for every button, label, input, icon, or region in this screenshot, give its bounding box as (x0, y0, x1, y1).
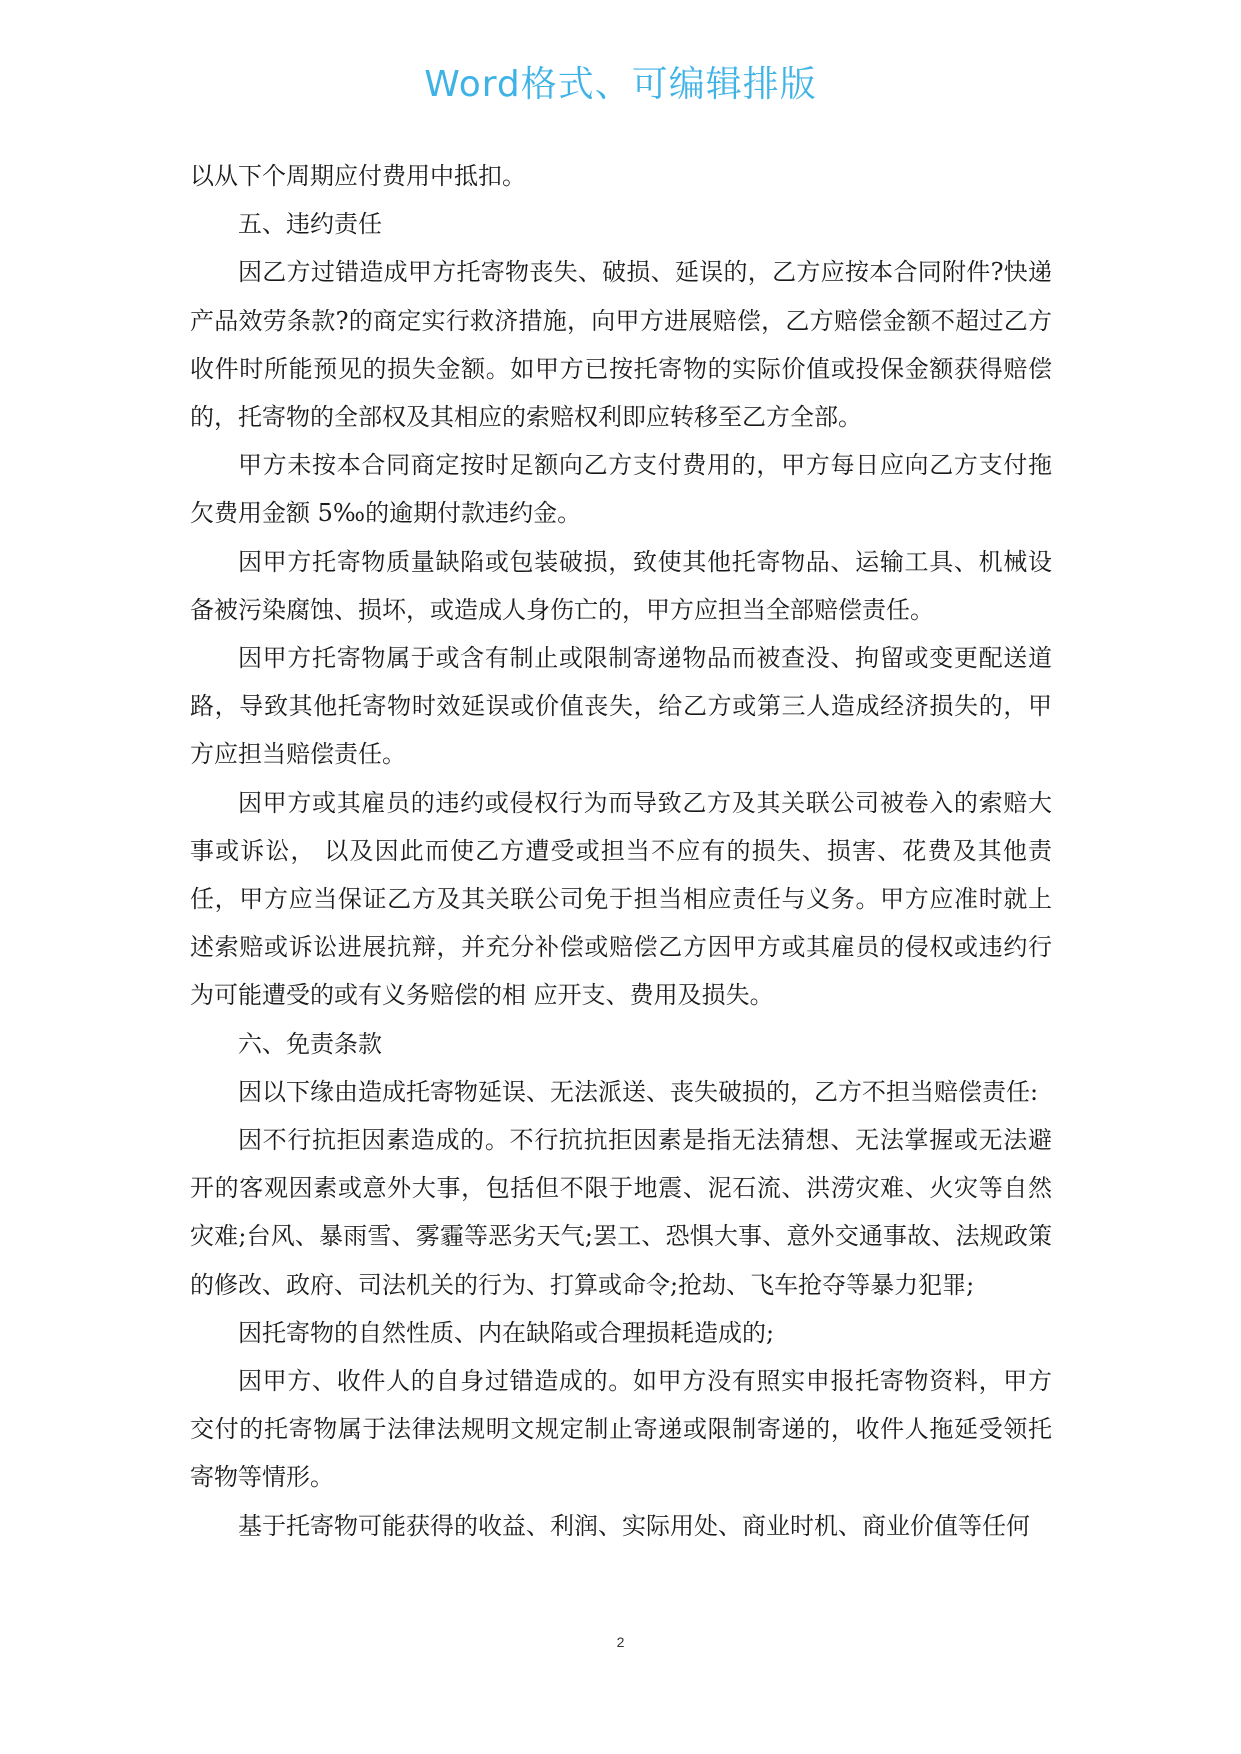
section-heading-exemption: 六、免责条款 (238, 1029, 382, 1058)
paragraph-prohibited-items: 因甲方托寄物属于或含有制止或限制寄递物品而被查没、拘留或变更配送道路，导致其他托寄物时效延误或价值丧失，给乙方或第三人造成经济损失的，甲方应担当赔偿责任。 (190, 644, 1052, 769)
paragraph-sender-fault: 因甲方、收件人的自身过错造成的。如甲方没有照实申报托寄物资料，甲方交付的托寄物属于法律法规明文规定制止寄递或限制寄递的，收件人拖延受领托寄物等情形。 (190, 1367, 1052, 1492)
paragraph-employee-tort: 因甲方或其雇员的违约或侵权行为而导致乙方及其关联公司被卷入的索赔大事或诉讼， 以及因此而使乙方遭受或担当不应有的损失、损害、花费及其他责任，甲方应当保证乙方及其关联公司免于担当相应责任与义务。甲方应准时就上述索赔或诉讼进展抗辩，并充分补偿或赔偿乙方因甲方或其雇员的侵权或违约行为可能遭受的或有义务赔偿的相 应开支、费用及损失。 (190, 788, 1052, 1010)
paragraph-quality-defect: 因甲方托寄物质量缺陷或包装破损，致使其他托寄物品、运输工具、机械设备被污染腐蚀、损坏，或造成人身伤亡的，甲方应担当全部赔偿责任。 (190, 547, 1052, 624)
document-header-title: Word格式、可编辑排版 (424, 64, 817, 105)
paragraph-force-majeure: 因不行抗拒因素造成的。不行抗抗拒因素是指无法猜想、无法掌握或无法避开的客观因素或意外大事，包括但不限于地震、泥石流、洪涝灾难、火灾等自然灾难;台风、暴雨雪、雾霾等恶劣天气;罢工、恐惧大事、意外交通事故、法规政策的修改、政府、司法机关的行为、打算或命令;抢劫、飞车抢夺等暴力犯罪; (190, 1126, 1052, 1299)
paragraph-natural-defect: 因托寄物的自然性质、内在缺陷或合理损耗造成的; (238, 1318, 775, 1347)
section-heading-breach-liability: 五、违约责任 (238, 210, 382, 239)
paragraph-indirect-loss: 基于托寄物可能获得的收益、利润、实际用处、商业时机、商业价值等任何 (238, 1511, 1030, 1540)
paragraph-late-payment: 甲方未按本合同商定按时足额向乙方支付费用的，甲方每日应向乙方支付拖欠费用金额 5‰的逾期付款违约金。 (190, 451, 1052, 528)
document-body (190, 152, 1052, 1550)
paragraph-continuation: 以从下个周期应付费用中抵扣。 (190, 162, 526, 190)
paragraph-carrier-fault: 因乙方过错造成甲方托寄物丧失、破损、延误的，乙方应按本合同附件?快递产品效劳条款?的商定实行救济措施，向甲方进展赔偿，乙方赔偿金额不超过乙方收件时所能预见的损失金额。如甲方已按托寄物的实际价值或投保金额获得赔偿的，托寄物的全部权及其相应的索赔权利即应转移至乙方全部。 (190, 258, 1052, 432)
page-number: 2 (616, 1634, 625, 1650)
paragraph-exemption-intro: 因以下缘由造成托寄物延误、无法派送、丧失破损的，乙方不担当赔偿责任: (238, 1077, 1039, 1106)
